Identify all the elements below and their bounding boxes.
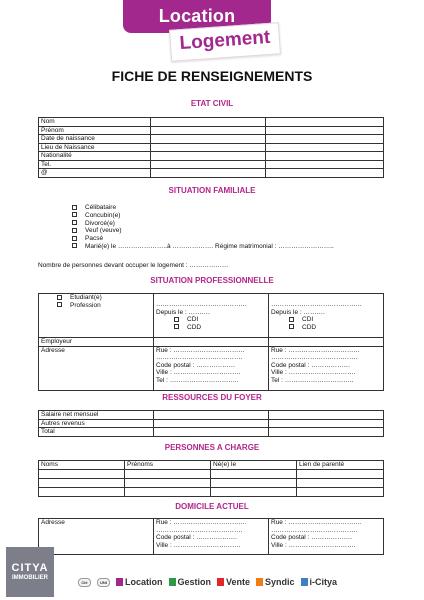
checkbox-icon[interactable] bbox=[57, 295, 62, 300]
foyer-count-line: Nombre de personnes devant occuper le logement : ……………… bbox=[38, 262, 229, 269]
option-label: Pacsé bbox=[85, 235, 104, 243]
profession-field-1[interactable] bbox=[154, 294, 269, 338]
option-cdd[interactable] bbox=[271, 324, 381, 332]
employeur-adresse-1[interactable] bbox=[154, 346, 269, 390]
cp-line: Code postal : ……………… bbox=[156, 361, 236, 369]
field-prenom-1[interactable] bbox=[151, 126, 266, 135]
row-label-email: @ bbox=[39, 169, 151, 178]
table-row bbox=[39, 487, 384, 496]
option-label: Divorcé(e) bbox=[85, 219, 115, 227]
rue-cont-line: …………………………………. bbox=[156, 526, 243, 534]
rue-cont-line: …………………………………. bbox=[271, 526, 358, 534]
row-label-date-naissance: Date de naissance bbox=[39, 135, 151, 144]
checkbox-icon[interactable] bbox=[72, 243, 77, 248]
checkbox-icon[interactable] bbox=[174, 317, 179, 322]
col-header-prenoms: Prénoms bbox=[125, 461, 211, 470]
field-nationalite-2[interactable] bbox=[266, 152, 384, 161]
option-celibataire[interactable] bbox=[72, 204, 334, 212]
table-row bbox=[39, 478, 384, 487]
section-situation-pro-heading: SITUATION PROFESSIONNELLE bbox=[150, 276, 274, 285]
rue-line: Rue : ……………………………. bbox=[156, 519, 247, 526]
ressources-table bbox=[38, 410, 384, 437]
field-nom-2[interactable] bbox=[266, 118, 384, 127]
field-nom-1[interactable] bbox=[151, 118, 266, 127]
row-label-tel: Tel. bbox=[39, 160, 151, 169]
field-lieu-naissance-2[interactable] bbox=[266, 143, 384, 152]
option-cdd[interactable] bbox=[156, 324, 266, 332]
salaire-field-1[interactable] bbox=[154, 411, 269, 420]
option-cdi[interactable] bbox=[156, 316, 266, 324]
logo-line1: Location bbox=[158, 6, 236, 26]
checkbox-icon[interactable] bbox=[72, 205, 77, 210]
field-tel-2[interactable] bbox=[266, 160, 384, 169]
total-field-2[interactable] bbox=[269, 428, 384, 437]
checkbox-icon[interactable] bbox=[174, 324, 179, 329]
page-title: FICHE DE RENSEIGNEMENTS bbox=[111, 68, 313, 84]
gestion-square-icon bbox=[169, 578, 176, 586]
cell[interactable] bbox=[297, 478, 384, 487]
domicile-adresse-label: Adresse bbox=[39, 519, 154, 555]
field-prenom-2[interactable] bbox=[266, 126, 384, 135]
citya-logo bbox=[6, 547, 54, 597]
checkbox-icon[interactable] bbox=[72, 228, 77, 233]
employeur-label: Employeur bbox=[39, 338, 154, 347]
field-email-2[interactable] bbox=[266, 169, 384, 178]
cdi-label: CDI bbox=[302, 316, 314, 323]
ville-line: Ville : …………………………. bbox=[271, 369, 356, 376]
table-row bbox=[39, 469, 384, 478]
brand-label: i-Citya bbox=[309, 577, 338, 587]
brand-label: Syndic bbox=[265, 577, 295, 587]
syndic-square-icon bbox=[256, 578, 263, 586]
option-label: Célibataire bbox=[85, 204, 117, 211]
option-label: Concubin(e) bbox=[85, 211, 121, 219]
option-cdi[interactable] bbox=[271, 316, 381, 324]
field-lieu-naissance-1[interactable] bbox=[151, 143, 266, 152]
section-domicile-heading: DOMICILE ACTUEL bbox=[175, 502, 249, 511]
field-nationalite-1[interactable] bbox=[151, 152, 266, 161]
location-square-icon bbox=[116, 578, 123, 586]
section-situation-familiale-heading: SITUATION FAMILIALE bbox=[168, 186, 256, 195]
cell[interactable] bbox=[39, 487, 125, 496]
salaire-label: Salaire net mensuel bbox=[39, 411, 154, 420]
cell[interactable] bbox=[297, 469, 384, 478]
cell[interactable] bbox=[211, 478, 297, 487]
cell[interactable] bbox=[211, 469, 297, 478]
vente-square-icon bbox=[217, 578, 224, 586]
uni-badge-icon: UNI bbox=[97, 578, 110, 587]
etudiant-label: Etudiant(e) bbox=[70, 294, 102, 301]
field-date-naissance-1[interactable] bbox=[151, 135, 266, 144]
field-date-naissance-2[interactable] bbox=[266, 135, 384, 144]
option-concubin[interactable] bbox=[72, 212, 334, 220]
option-marie[interactable] bbox=[72, 243, 334, 251]
autres-revenus-label: Autres revenus bbox=[39, 419, 154, 428]
brand-syndic bbox=[256, 577, 295, 587]
tel-line: Tel : ………………………….. bbox=[271, 376, 354, 384]
employeur-adresse-2[interactable] bbox=[269, 346, 384, 390]
total-field-1[interactable] bbox=[154, 428, 269, 437]
autres-revenus-field-1[interactable] bbox=[154, 419, 269, 428]
cp-line: Code postal : ………………. bbox=[271, 534, 352, 541]
col-header-noms: Noms bbox=[39, 461, 125, 470]
col-header-ne-le: Né(e) le bbox=[211, 461, 297, 470]
cell[interactable] bbox=[125, 469, 211, 478]
situation-pro-table bbox=[38, 293, 384, 391]
cp-line: Code postal : ………………. bbox=[156, 534, 237, 541]
field-tel-1[interactable] bbox=[151, 160, 266, 169]
section-personnes-charge-heading: PERSONNES A CHARGE bbox=[164, 443, 260, 452]
ville-line: Ville : …………………………. bbox=[156, 369, 241, 376]
cell[interactable] bbox=[297, 487, 384, 496]
brand-label: Gestion bbox=[177, 577, 212, 587]
ville-line: Ville : …………………………. bbox=[156, 541, 241, 549]
checkbox-icon[interactable] bbox=[57, 302, 62, 307]
depuis-label: Depuis le : ………. bbox=[271, 308, 325, 316]
cell[interactable] bbox=[125, 487, 211, 496]
checkbox-icon[interactable] bbox=[72, 220, 77, 225]
checkbox-icon[interactable] bbox=[72, 212, 77, 217]
situation-familiale-options bbox=[72, 204, 334, 251]
logo-line2: Logement bbox=[178, 26, 271, 55]
cdd-label: CDD bbox=[187, 323, 202, 331]
brand-gestion bbox=[169, 577, 212, 587]
row-label-lieu-naissance: Lieu de Naissance bbox=[39, 143, 151, 152]
citya-wordmark: CITYA bbox=[11, 562, 49, 574]
profession-label: Profession bbox=[70, 301, 101, 309]
profession-field-2[interactable] bbox=[269, 294, 384, 338]
cell[interactable] bbox=[39, 478, 125, 487]
section-ressources-heading: RESSOURCES DU FOYER bbox=[162, 393, 262, 402]
brand-icitya bbox=[301, 577, 338, 587]
personnes-charge-table bbox=[38, 460, 384, 497]
cell[interactable] bbox=[125, 478, 211, 487]
cell[interactable] bbox=[39, 469, 125, 478]
autres-revenus-field-2[interactable] bbox=[269, 419, 384, 428]
cdi-label: CDI bbox=[187, 316, 199, 323]
option-label: Veuf (veuve) bbox=[85, 227, 122, 235]
ville-line: Ville : …………………………. bbox=[271, 541, 356, 549]
depuis-label: Depuis le : ………. bbox=[156, 308, 210, 316]
brand-label: Vente bbox=[226, 577, 251, 587]
total-label: Total bbox=[39, 428, 154, 437]
checkbox-icon[interactable] bbox=[72, 236, 77, 241]
row-label-prenom: Prénom bbox=[39, 126, 151, 135]
domicile-field-1[interactable] bbox=[154, 519, 269, 555]
adresse-label: Adresse bbox=[39, 346, 154, 390]
cdd-label: CDD bbox=[302, 323, 317, 331]
brand-label: Location bbox=[125, 577, 163, 587]
marie-line: Marié(e) le …………………..à ………………. Régime matrimonial : …………………….. bbox=[85, 242, 334, 250]
section-etat-civil-heading: ETAT CIVIL bbox=[190, 99, 234, 108]
employeur-field-2[interactable] bbox=[269, 338, 384, 347]
rue-line: Rue : …………………………… bbox=[271, 346, 360, 354]
icitya-square-icon bbox=[301, 578, 308, 586]
cle-badge-icon: Clé bbox=[78, 578, 91, 587]
option-profession[interactable] bbox=[41, 302, 151, 310]
domicile-field-2[interactable] bbox=[269, 519, 384, 555]
domicile-table bbox=[38, 518, 384, 555]
field-email-1[interactable] bbox=[151, 169, 266, 178]
tel-line: Tel : ………………………….. bbox=[156, 376, 239, 384]
checkbox-icon[interactable] bbox=[289, 324, 294, 329]
row-label-nationalite: Nationalité bbox=[39, 152, 151, 161]
option-divorce[interactable] bbox=[72, 220, 334, 228]
profession-dots: …………………………………… bbox=[156, 301, 247, 308]
footer-brands bbox=[78, 576, 337, 588]
rue-line: Rue : ……………………………. bbox=[271, 519, 362, 526]
cell[interactable] bbox=[211, 487, 297, 496]
etat-civil-table bbox=[38, 117, 384, 178]
cp-line: Code postal : ……………… bbox=[271, 361, 351, 369]
option-pacse[interactable] bbox=[72, 235, 334, 243]
brand-location bbox=[116, 577, 163, 587]
statut-cell bbox=[39, 294, 154, 338]
logo-logement-tag bbox=[169, 22, 281, 62]
option-veuf[interactable] bbox=[72, 227, 334, 235]
rue-line: Rue : …………………………… bbox=[156, 346, 245, 354]
profession-dots: …………………………………… bbox=[271, 301, 362, 308]
salaire-field-2[interactable] bbox=[269, 411, 384, 420]
brand-vente bbox=[217, 577, 250, 587]
checkbox-icon[interactable] bbox=[289, 317, 294, 322]
rue-cont-line: …………………………………. bbox=[271, 354, 358, 361]
col-header-lien: Lien de parenté bbox=[297, 461, 384, 470]
employeur-field-1[interactable] bbox=[154, 338, 269, 347]
row-label-nom: Nom bbox=[39, 118, 151, 127]
option-etudiant[interactable] bbox=[41, 294, 151, 302]
citya-immobilier: IMMOBILIER bbox=[12, 575, 48, 581]
rue-cont-line: …………………………………. bbox=[156, 354, 243, 361]
